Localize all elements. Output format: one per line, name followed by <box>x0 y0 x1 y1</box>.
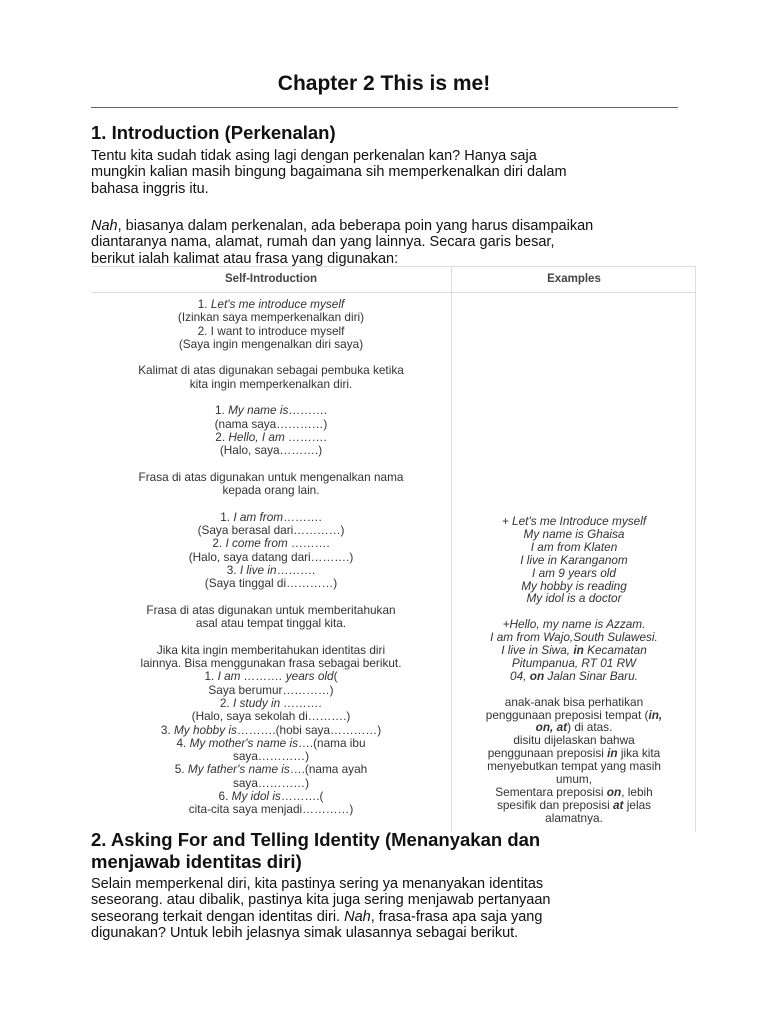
example-line: My idol is a doctor <box>526 591 622 606</box>
table-line: 1. My name is………. <box>214 403 328 418</box>
table-line: kita ingin memperkenalkan diri. <box>189 376 353 391</box>
table-line: (Izinkan saya memperkenalkan diri) <box>177 310 365 325</box>
text-line: digunakan? Untuk lebih jelasnya simak ulasannya sebagai berikut. <box>91 924 519 941</box>
page-title: Chapter 2 This is me! <box>277 72 491 95</box>
note-line: umum, <box>555 772 593 787</box>
table-line: 2. Hello, I am ………. <box>215 429 327 444</box>
text-line: seseorang terkait dengan identitas diri. Nah, frasa-frasa apa saja yang <box>91 908 543 925</box>
header-divider <box>91 292 696 293</box>
table-line: lainnya. Bisa menggunakan frasa sebagai berikut. <box>140 656 402 671</box>
table-line: (Saya ingin mengenalkan diri saya) <box>178 336 364 351</box>
table-line: cita-cita saya menjadi…………) <box>188 802 354 817</box>
example-line: I am from Wajo,South Sulawesi. <box>490 630 658 645</box>
table-line: Kalimat di atas digunakan sebagai pembuka ketika <box>138 363 404 378</box>
table-line: (Halo, saya sekolah di……….) <box>191 709 351 724</box>
spacer <box>91 391 451 404</box>
note-line: alamatnya. <box>545 810 603 825</box>
table-line: 1. I am ………. years old( <box>204 669 338 684</box>
emphasis: Nah <box>91 218 118 234</box>
example-line: +Hello, my name is Azzam. <box>502 617 646 632</box>
header-self-introduction: Self-Introduction <box>225 273 317 285</box>
table-line: 1. I am from………. <box>220 509 322 524</box>
self-introduction-column <box>91 298 451 817</box>
identity-paragraph <box>91 876 711 941</box>
note-line: penggunaan preposisi in jika kita <box>487 746 661 761</box>
table-line: saya…………) <box>232 749 310 764</box>
note-line: anak-anak bisa perhatikan <box>504 694 644 709</box>
table-line: (nama saya…………) <box>214 416 328 431</box>
example-line: My name is Ghaisa <box>523 526 625 541</box>
table-line: kepada orang lain. <box>222 483 320 498</box>
example-line: Pitumpanua, RT 01 RW <box>511 655 637 670</box>
example-line: I live in Karanganom <box>520 552 628 567</box>
spacer <box>452 683 696 696</box>
table-line: 1. Let's me introduce myself <box>197 297 345 311</box>
text-line: Selain memperkenal diri, kita pastinya sering ya menanyakan identitas <box>91 876 544 892</box>
note-line: disitu dijelaskan bahwa <box>513 733 635 748</box>
text-line: diantaranya nama, alamat, rumah dan yang lainnya. Secara garis besar, <box>91 234 555 251</box>
table-line: 2. I come from ………. <box>212 536 330 551</box>
table-line: Frasa di atas digunakan untuk memberitahukan <box>146 602 396 617</box>
note-line: Sementara preposisi on, lebih <box>495 785 653 799</box>
intro-paragraph-2 <box>91 218 711 267</box>
table-line: 3. My hobby is……….(hobi saya…………) <box>160 722 382 737</box>
table-line: Jika kita ingin memberitahukan identitas diri <box>156 642 386 657</box>
table-line: 3. I live in………. <box>226 562 316 577</box>
note-line: on, at) di atas. <box>535 720 613 735</box>
header-examples: Examples <box>547 273 601 285</box>
table-line: 4. My mother's name is….(nama ibu <box>176 735 366 750</box>
example-line: + Let's me Introduce myself <box>501 514 647 528</box>
table-line: (Halo, saya datang dari……….) <box>188 549 354 564</box>
table-line: 5. My father's name is….(nama ayah <box>174 762 368 777</box>
example-line: I am 9 years old <box>532 565 616 580</box>
text-line: seseorang. atau dibalik, pastinya kita juga sering menjawab pertanyaan <box>91 892 551 909</box>
table-line: asal atau tempat tinggal kita. <box>195 616 347 631</box>
section1-heading: 1. Introduction (Perkenalan) <box>91 122 336 143</box>
note-line: penggunaan preposisi tempat (in, <box>485 707 663 722</box>
table-line: (Halo, saya……….) <box>219 443 323 458</box>
example-line: 04, on Jalan Sinar Baru. <box>510 668 638 683</box>
note-line: spesifik dan preposisi at jelas <box>496 797 652 812</box>
spacer <box>91 458 451 471</box>
heading-line: menjawab identitas diri) <box>91 851 302 872</box>
text-line: bahasa inggris itu. <box>91 180 209 197</box>
example-line: I am from Klaten <box>530 539 618 554</box>
section2-heading <box>91 829 691 873</box>
text-line: mungkin kalian masih bingung bagaimana sih memperkenalkan diri dalam <box>91 164 567 181</box>
intro-paragraph-1 <box>91 148 711 197</box>
table-line: 6. My idol is……….( <box>218 788 324 803</box>
example-line: My hobby is reading <box>521 578 627 593</box>
table-line: (Saya tinggal di…………) <box>204 576 338 591</box>
table-line: Saya berumur…………) <box>208 682 334 697</box>
spacer <box>91 351 451 364</box>
table-line: 2. I want to introduce myself <box>197 323 345 338</box>
text-line: berikut ialah kalimat atau frasa yang digunakan: <box>91 250 399 267</box>
spacer <box>91 497 451 510</box>
note-line: menyebutkan tempat yang masih <box>487 759 661 774</box>
spacer <box>91 630 451 643</box>
title-divider <box>91 107 678 108</box>
table-line: 2. I study in ………. <box>219 695 323 710</box>
text-line: Tentu kita sudah tidak asing lagi dengan perkenalan kan? Hanya saja <box>91 148 537 164</box>
spacer <box>91 591 451 604</box>
table-line: Frasa di atas digunakan untuk mengenalkan nama <box>138 469 404 484</box>
self-introduction-table <box>91 266 696 832</box>
heading-line: 2. Asking For and Telling Identity (Menanyakan dan <box>91 829 541 850</box>
table-line: (Saya berasal dari…………) <box>197 523 345 538</box>
examples-column <box>452 515 696 825</box>
text: , biasanya dalam perkenalan, ada beberapa poin yang harus disampaikan <box>117 218 594 234</box>
text-line <box>91 218 711 234</box>
table-line: saya…………) <box>232 775 310 790</box>
example-line: I live in Siwa, in Kecamatan <box>501 643 647 658</box>
